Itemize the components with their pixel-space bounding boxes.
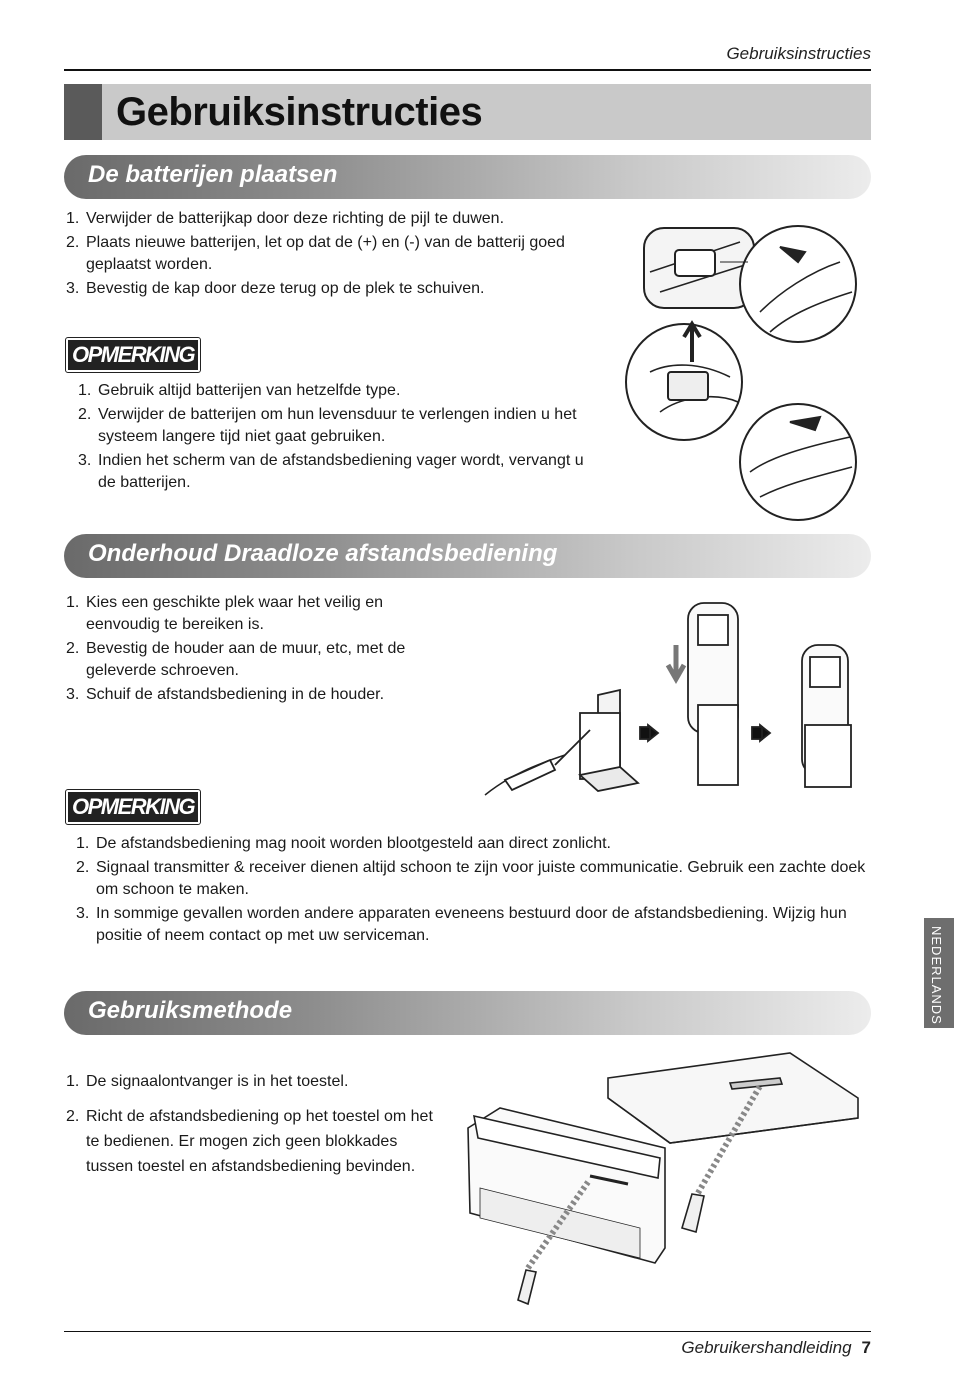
- maintenance-steps: [66, 592, 436, 708]
- section-title-maintenance: Onderhoud Draadloze afstandsbediening: [88, 540, 558, 567]
- footer-label: Gebruikershandleiding: [681, 1338, 852, 1357]
- header-rule: [64, 69, 871, 71]
- list-item: 2. Signaal transmitter & receiver dienen altijd schoon te zijn voor juiste communicatie. Gebruik een zachte doek om schoon te maken.: [76, 859, 866, 898]
- list-item: 1. Verwijder de batterijkap door deze richting de pijl te duwen.: [66, 210, 505, 227]
- page-number: 7: [861, 1338, 871, 1357]
- list-item: 2. Richt de afstandsbediening op het toestel om het te bedienen. Er mogen zich geen blokkades tussen toestel en afstandsbediening bevinden.: [66, 1108, 433, 1175]
- title-tab-marker: [64, 84, 102, 140]
- list-item: 2. Verwijder de batterijen om hun levensduur te verlengen indien u het systeem langere tijd niet gaat gebruiken.: [78, 406, 577, 445]
- holder-illustration: [480, 595, 870, 815]
- list-item: 3. Schuif de afstandsbediening in de houder.: [66, 686, 385, 703]
- list-item: 1. De afstandsbediening mag nooit worden blootgesteld aan direct zonlicht.: [76, 835, 611, 852]
- section-title-usage: Gebruiksmethode: [88, 997, 293, 1024]
- note-badge: OPMERKING: [66, 790, 200, 824]
- footer-rule: [64, 1331, 871, 1332]
- footer: [681, 1338, 871, 1358]
- battery-notes: [78, 380, 588, 496]
- page-title: Gebruiksinstructies: [116, 90, 483, 134]
- indoor-unit-illustration: [460, 1048, 865, 1323]
- page-title-bar: [64, 84, 871, 140]
- section-bar-batteries: [64, 155, 871, 199]
- list-item: 3. Bevestig de kap door deze terug op de plek te schuiven.: [66, 280, 485, 297]
- list-item: 1. Kies een geschikte plek waar het veilig en eenvoudig te bereiken is.: [66, 594, 384, 633]
- section-title-batteries: De batterijen plaatsen: [88, 161, 338, 188]
- usage-steps: [66, 1069, 444, 1181]
- side-tab-label: NEDERLANDS: [929, 926, 944, 1025]
- language-side-tab: [924, 918, 954, 1028]
- battery-illustration: [620, 222, 870, 527]
- list-item: 3. Indien het scherm van de afstandsbediening vager wordt, vervangt u de batterijen.: [78, 452, 584, 491]
- section-bar-usage: [64, 991, 871, 1035]
- battery-steps: [66, 208, 566, 302]
- list-item: 3. In sommige gevallen worden andere apparaten eveneens bestuurd door de afstandsbediening. Wijzig hun positie of neem contact op met uw serviceman.: [76, 905, 847, 944]
- running-header: Gebruiksinstructies: [726, 44, 871, 63]
- note-badge: OPMERKING: [66, 338, 200, 372]
- section-bar-maintenance: [64, 534, 871, 578]
- list-item: 1. Gebruik altijd batterijen van hetzelfde type.: [78, 382, 401, 399]
- list-item: 1. De signaalontvanger is in het toestel.: [66, 1073, 349, 1090]
- list-item: 2. Bevestig de houder aan de muur, etc, met de geleverde schroeven.: [66, 640, 406, 679]
- maintenance-notes: [76, 833, 866, 949]
- list-item: 2. Plaats nieuwe batterijen, let op dat de (+) en (-) van de batterij goed geplaatst worden.: [66, 234, 565, 273]
